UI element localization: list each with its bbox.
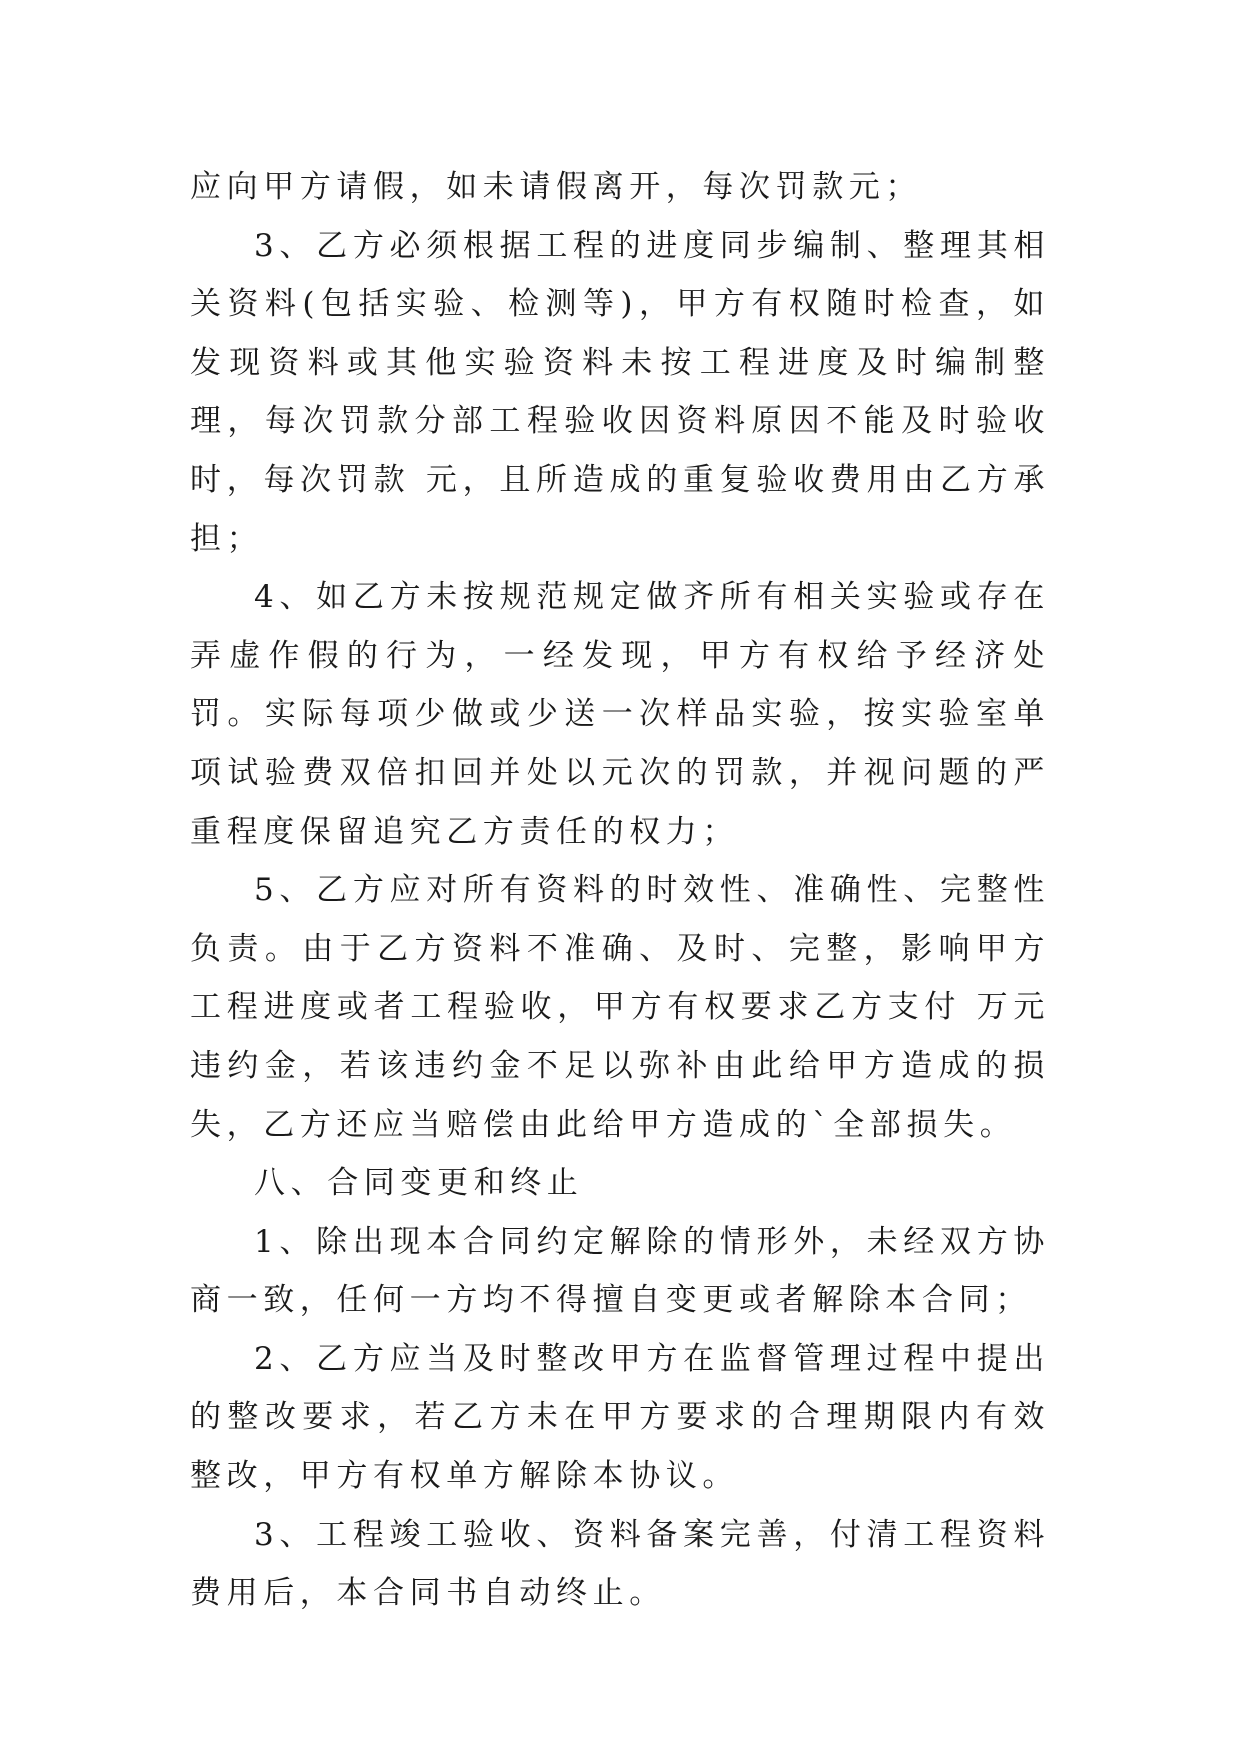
paragraph-change-clause-1: 1、除出现本合同约定解除的情形外，未经双方协商一致，任何一方均不得擅自变更或者解除本合同； (190, 1223, 1050, 1319)
paragraph-clause-5-accuracy: 5、乙方应对所有资料的时效性、准确性、完整性负责。由于乙方资料不准确、及时、完整，影响甲方工程进度或者工程验收，甲方有权要求乙方支付 万元违约金，若该违约金不足以弥补由此给甲方造成的损失，乙方还应当赔偿由此给甲方造成的`全部损失。 (190, 872, 1050, 1143)
document-body (190, 158, 1050, 1623)
paragraph-clause-4-experiments: 4、如乙方未按规范规定做齐所有相关实验或存在弄虚作假的行为，一经发现，甲方有权给予经济处罚。实际每项少做或少送一次样品实验，按实验室单项试验费双倍扣回并处以元次的罚款，并视问题的严重程度保留追究乙方责任的权力； (190, 579, 1050, 850)
section-heading-contract-change: 八、合同变更和终止 (254, 1165, 584, 1202)
paragraph-change-clause-2: 2、乙方应当及时整改甲方在监督管理过程中提出的整改要求，若乙方未在甲方要求的合理期限内有效整改，甲方有权单方解除本协议。 (190, 1340, 1050, 1495)
paragraph-change-clause-3: 3、工程竣工验收、资料备案完善，付清工程资料费用后，本合同书自动终止。 (190, 1516, 1050, 1612)
paragraph-clause-3-documentation: 3、乙方必须根据工程的进度同步编制、整理其相关资料(包括实验、检测等)，甲方有权随时检查，如发现资料或其他实验资料未按工程进度及时编制整理，每次罚款分部工程验收因资料原因不能及时验收时，每次罚款 元，且所造成的重复验收费用由乙方承担； (190, 227, 1050, 557)
paragraph-leave-penalty: 应向甲方请假，如未请假离开，每次罚款元； (190, 169, 922, 205)
